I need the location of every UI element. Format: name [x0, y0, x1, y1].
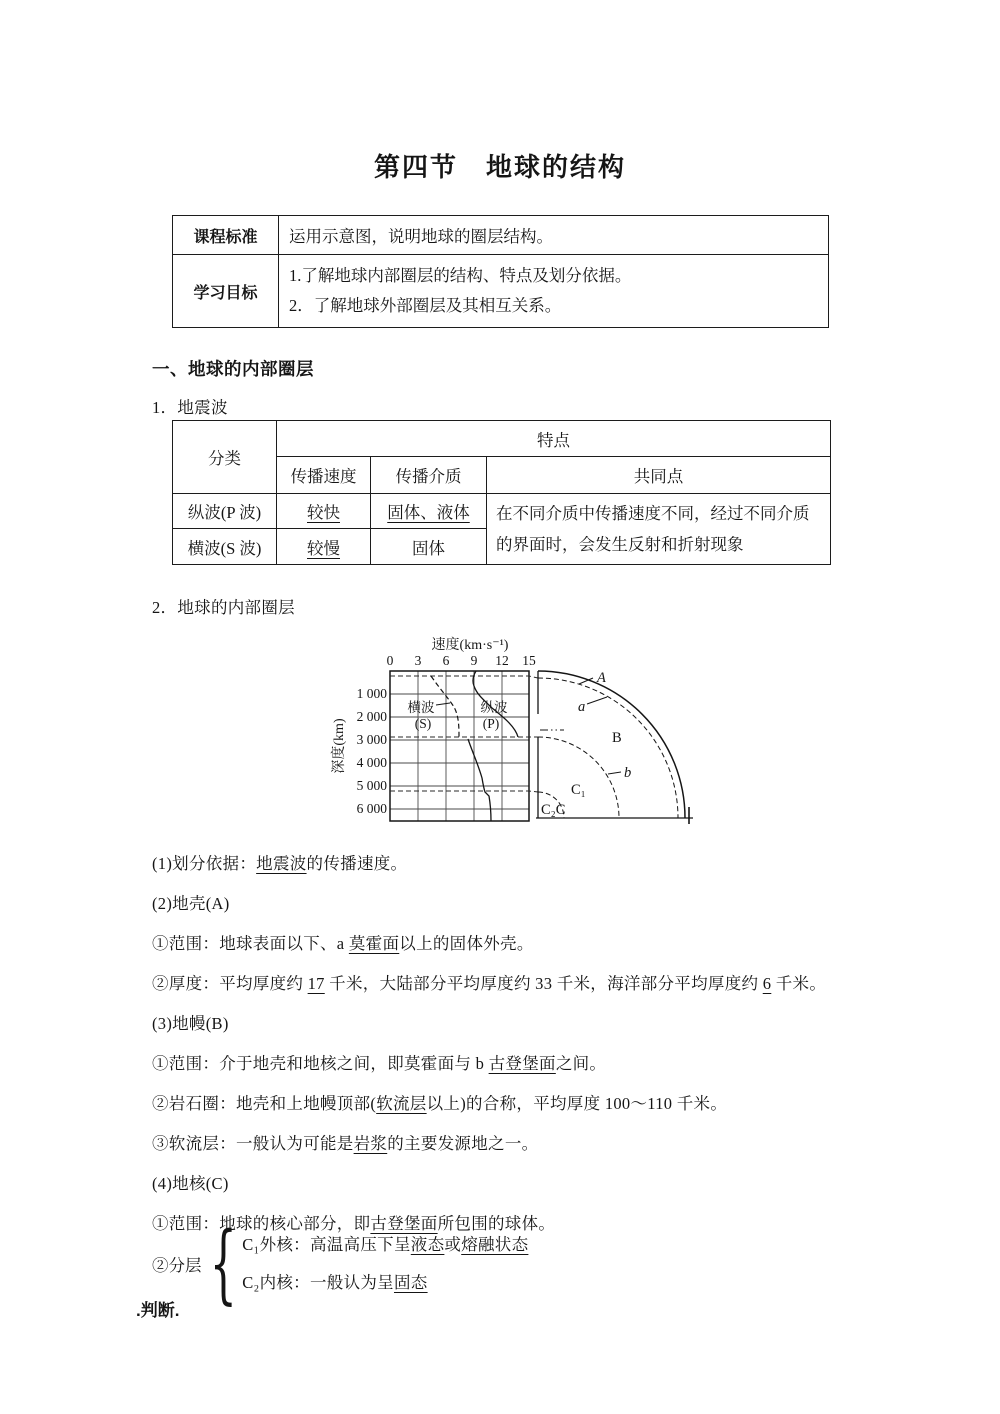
- chart-border: [390, 671, 529, 821]
- earth-structure-figure: [310, 633, 710, 833]
- svg-text:3 000: 3 000: [356, 732, 387, 747]
- svg-text:1 000: 1 000: [356, 686, 387, 701]
- label-inner-core-C2C: C₂C: [541, 802, 566, 818]
- note-crust-thickness: ②厚度：平均厚度约 17 千米，大陆部分平均厚度约 33 千米，海洋部分平均厚度约 6 千米。: [152, 974, 827, 993]
- s-wave-label: 横波: [407, 700, 435, 715]
- p-wave-speed: 较快: [277, 494, 371, 529]
- learning-goal-content: [279, 255, 829, 328]
- label-mantle-B: B: [612, 730, 622, 746]
- speed-header: 传播速度: [277, 457, 371, 494]
- common-feature-cell: 在不同介质中传播速度不同，经过不同介质的界面时，会发生反射和折射现象: [487, 494, 831, 565]
- note-core-heading: (4)地核(C): [152, 1174, 229, 1193]
- s-wave-type: 横波(S 波): [173, 529, 277, 565]
- svg-text:9: 9: [470, 653, 478, 668]
- depth-axis-title: 深度(km): [332, 718, 347, 774]
- svg-text:0: 0: [386, 653, 394, 668]
- brace-glyph: {: [209, 1214, 237, 1314]
- depth-tick-labels: [357, 686, 388, 816]
- note-crust-range: ①范围：地球表面以下、a 莫霍面以上的固体外壳。: [152, 934, 534, 953]
- velocity-axis-title: 速度(km·s⁻¹): [431, 638, 509, 653]
- curriculum-table: [172, 215, 829, 328]
- p-wave-abbr: (P): [482, 716, 500, 731]
- section-heading: 一、地球的内部圈层: [152, 359, 314, 379]
- subsection-seismic-waves: 1．地震波: [152, 398, 228, 417]
- svg-text:15: 15: [522, 653, 536, 668]
- table-row: [173, 421, 831, 457]
- s-wave-speed: 较慢: [277, 529, 371, 565]
- moho-arc-a: [538, 678, 678, 818]
- svg-text:4 000: 4 000: [356, 755, 387, 770]
- svg-text:12: 12: [495, 653, 509, 668]
- s-wave-medium: 固体: [371, 529, 487, 565]
- page-title: 第四节 地球的结构: [373, 152, 626, 182]
- p-wave-type: 纵波(P 波): [173, 494, 277, 529]
- learning-goal-label: 学习目标: [173, 255, 279, 328]
- label-b-leader: [608, 772, 621, 774]
- chart-grid: [390, 671, 529, 821]
- svg-text:6: 6: [442, 653, 450, 668]
- subsection-inner-spheres: 2．地球的内部圈层: [152, 598, 295, 617]
- note-crust-heading: (2)地壳(A): [152, 894, 230, 913]
- note-core-range: ①范围：地球的核心部分，即古登堡面所包围的球体。: [152, 1214, 556, 1233]
- feature-header: 特点: [277, 421, 831, 457]
- note-lithosphere: ②岩石圈：地壳和上地幔顶部(软流层以上)的合称，平均厚度 100～110 千米。: [152, 1094, 728, 1113]
- label-moho-a: a: [578, 699, 586, 715]
- s-wave-leader: [436, 703, 450, 705]
- seismic-wave-table: [172, 420, 831, 565]
- curriculum-standard-label: 课程标准: [173, 216, 279, 255]
- x-tick-labels: [387, 653, 536, 668]
- class-header: 分类: [173, 421, 277, 494]
- svg-text:2 000: 2 000: [356, 709, 387, 724]
- svg-text:5 000: 5 000: [356, 778, 387, 793]
- boundary-dashed-lines: [390, 676, 538, 792]
- medium-header: 传播介质: [371, 457, 487, 494]
- label-outer-core-C1: C₁: [571, 782, 586, 798]
- note-dividing-basis: (1)划分依据：地震波的传播速度。: [152, 854, 408, 873]
- judge-heading: .判断.: [136, 1301, 180, 1320]
- label-gutenberg-b: b: [624, 765, 632, 781]
- svg-text:6 000: 6 000: [356, 801, 387, 816]
- common-header: 共同点: [487, 457, 831, 494]
- outer-core-line: C₁外核：高温高压下呈液态或熔融状态: [242, 1235, 529, 1254]
- inner-core-line: C₂内核：一般认为呈固态: [242, 1273, 428, 1292]
- p-wave-medium: 固体、液体: [371, 494, 487, 529]
- curriculum-standard-content: 运用示意图，说明地球的圈层结构。: [279, 216, 829, 255]
- label-crust-A: A: [597, 670, 606, 686]
- s-wave-curve: [431, 676, 459, 737]
- core-layer-label: ②分层: [152, 1256, 202, 1275]
- s-wave-abbr: (S): [414, 716, 432, 731]
- goal-line-1: 1.了解地球内部圈层的结构、特点及划分依据。: [289, 266, 632, 285]
- table-row: [173, 255, 829, 328]
- label-a-leader: [587, 697, 607, 704]
- svg-text:3: 3: [414, 653, 422, 668]
- p-wave-label: 纵波: [480, 700, 508, 715]
- note-mantle-range: ①范围：介于地壳和地核之间，即莫霍面与 b 古登堡面之间。: [152, 1054, 607, 1073]
- table-row: [173, 494, 831, 529]
- note-mantle-heading: (3)地幔(B): [152, 1014, 229, 1033]
- figure-svg: [310, 633, 710, 833]
- goal-line-2: 2．了解地球外部圈层及其相互关系。: [289, 296, 562, 315]
- table-row: [173, 216, 829, 255]
- note-asthenosphere: ③软流层：一般认为可能是岩浆的主要发源地之一。: [152, 1134, 539, 1153]
